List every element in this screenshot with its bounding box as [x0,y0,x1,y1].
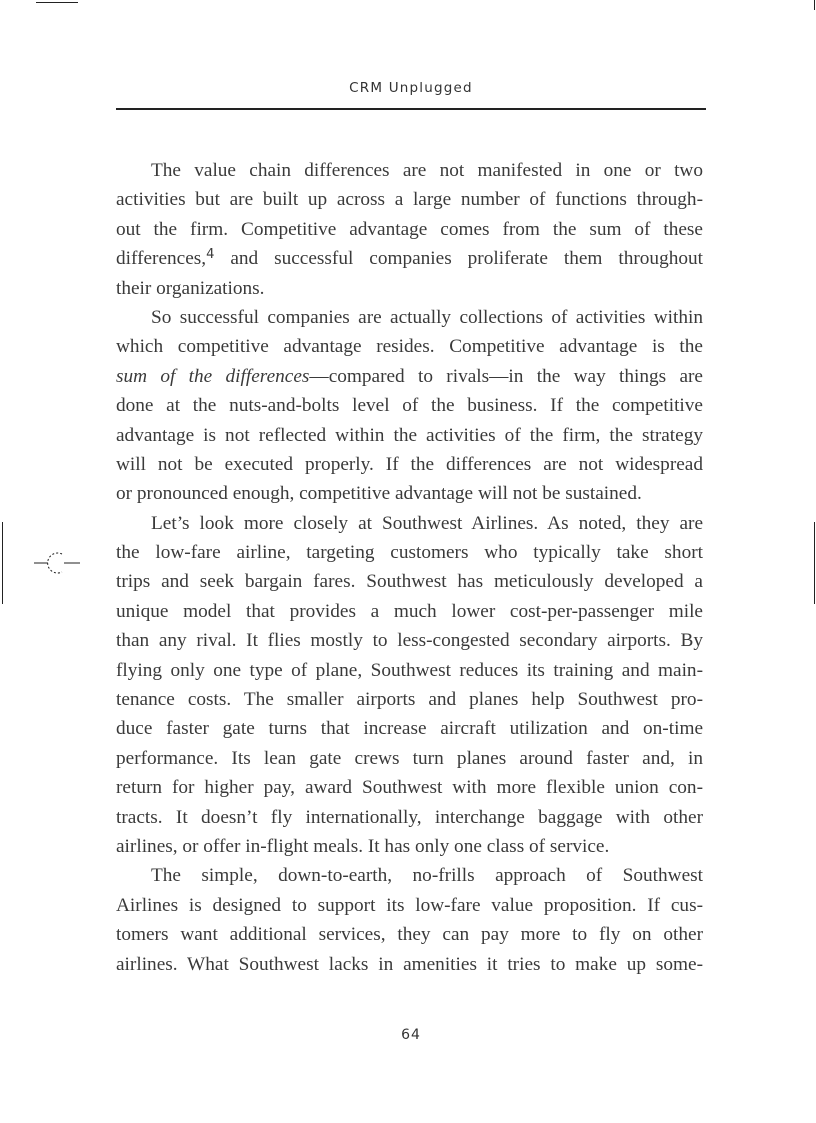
text-line: airlines. What Southwest lacks in amenities it tries to make up some- [116,953,703,975]
header-rule [116,108,706,110]
emphasis-phrase: sum of the differences [116,365,310,387]
text-segment: —compared to rivals—in the way things are [309,365,703,387]
text-line: tenance costs. The smaller airports and planes help Southwest pro- [116,689,703,711]
text-segment: differences, [116,248,207,270]
paragraph [116,303,703,509]
text-line: advantage is not reflected within the activities of the firm, the strategy [116,424,703,446]
page-number: 64 [401,1027,421,1043]
text-line: will not be executed properly. If the differences are not widespread [116,453,703,475]
text-line: activities but are built up across a large number of functions through- [116,189,703,211]
text-line: Airlines is designed to support its low-fare value proposition. If cus- [116,894,703,916]
text-line: airlines, or offer in-flight meals. It has only one class of service. [116,835,610,857]
running-head: CRM Unplugged [349,80,473,96]
text-line: duce faster gate turns that increase aircraft utilization and on-time [116,718,703,740]
text-line [116,244,703,273]
paragraph [116,509,703,862]
text-line [116,362,703,391]
text-line: or pronounced enough, competitive advantage will not be sustained. [116,483,642,505]
paragraph [116,861,703,979]
text-line: flying only one type of plane, Southwest reduces its training and main- [116,659,703,681]
paragraph [116,156,703,303]
text-line: performance. Its lean gate crews turn planes around faster and, in [116,747,703,769]
text-line: the low-fare airline, targeting customers who typically take short [116,542,703,564]
text-line: unique model that provides a much lower cost-per-passenger mile [116,600,703,622]
text-line: out the firm. Competitive advantage comes from the sum of these [116,218,703,240]
text-line: The simple, down-to-earth, no-frills approach of Southwest [151,865,703,887]
crop-mark-top-right [814,0,815,10]
crop-mark-top-left [36,2,78,3]
text-line: than any rival. It flies mostly to less-congested secondary airports. By [116,630,703,652]
text-line: done at the nuts-and-bolts level of the business. If the competitive [116,395,703,417]
footnote-marker[interactable]: 4 [206,247,215,263]
text-line: which competitive advantage resides. Competitive advantage is the [116,336,703,358]
text-line: The value chain differences are not manifested in one or two [151,160,703,181]
crop-mark-right [814,522,815,604]
body-text [116,156,703,979]
registration-mark-icon [34,548,80,578]
text-line: Let’s look more closely at Southwest Airlines. As noted, they are [151,512,703,534]
text-line: return for higher pay, award Southwest with more flexible union con- [116,777,703,799]
text-line: tracts. It doesn’t fly internationally, interchange baggage with other [116,806,703,828]
text-line: tomers want additional services, they can pay more to fly on other [116,924,703,946]
text-segment: and successful companies proliferate them throughout [230,248,703,270]
text-line: their organizations. [116,277,265,299]
crop-mark-left [2,522,3,604]
text-line: So successful companies are actually collections of activities within [151,306,703,328]
text-line: trips and seek bargain fares. Southwest has meticulously developed a [116,571,703,593]
